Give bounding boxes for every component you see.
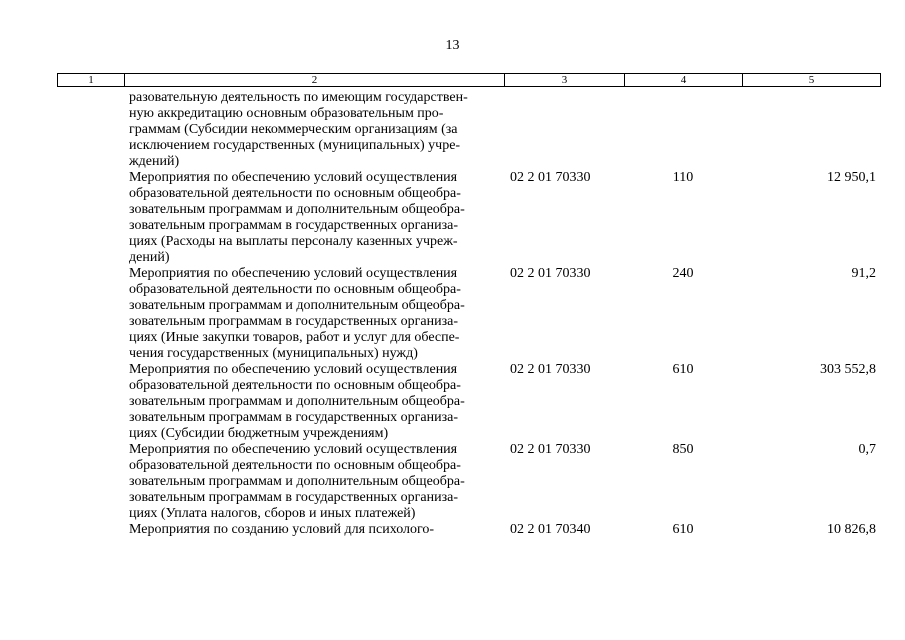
column-header-2: 2 (125, 74, 505, 87)
expense-type-code: 850 (672, 442, 694, 457)
expense-type-code: 110 (672, 170, 694, 185)
target-article-code: 02 2 01 70340 (510, 522, 591, 537)
amount-value (742, 90, 880, 170)
row-description (57, 442, 504, 522)
expense-type-code: 610 (672, 362, 694, 377)
table-row (57, 266, 880, 362)
column-header-table (57, 73, 881, 87)
amount-value: 0,7 (858, 442, 876, 457)
description-line: образовательной деятельности по основным общеобра- (129, 378, 461, 393)
amount-value: 303 552,8 (820, 362, 876, 377)
expense-type-code: 240 (672, 266, 694, 281)
description-line: ную аккредитацию основным образовательным про- (129, 106, 444, 121)
description-line: циях (Расходы на выплаты персоналу казенных учреж- (129, 234, 458, 249)
description-line: чения государственных (муниципальных) нужд) (129, 346, 418, 361)
row-description (57, 90, 504, 170)
row-description (57, 170, 504, 266)
expense-type-code (624, 90, 742, 170)
column-header-1: 1 (58, 74, 125, 87)
description-line: зовательным программам в государственных организа- (129, 410, 458, 425)
description-line: Мероприятия по обеспечению условий осуществления (129, 170, 458, 185)
column-header-5: 5 (743, 74, 881, 87)
description-line: образовательной деятельности по основным общеобра- (129, 458, 461, 473)
description-line: граммам (Субсидии некоммерческим организациям (за (129, 122, 458, 137)
target-article-code (504, 90, 624, 170)
description-line: циях (Иные закупки товаров, работ и услуг для обеспе- (129, 330, 460, 345)
column-header-row (58, 74, 881, 87)
table-row (57, 170, 880, 266)
target-article-code: 02 2 01 70330 (510, 170, 591, 185)
description-line: дений) (129, 250, 170, 265)
description-line: зовательным программам и дополнительным общеобра- (129, 298, 465, 313)
target-article-code: 02 2 01 70330 (510, 266, 591, 281)
description-line: образовательной деятельности по основным общеобра- (129, 186, 461, 201)
description-line: зовательным программам в государственных организа- (129, 314, 458, 329)
column-header-4: 4 (625, 74, 743, 87)
budget-table-body (57, 90, 880, 538)
table-row (57, 442, 880, 522)
page-number: 13 (445, 38, 460, 53)
description-line: циях (Субсидии бюджетным учреждениям) (129, 426, 389, 441)
table-row (57, 362, 880, 442)
table-row (57, 90, 880, 170)
column-header-3: 3 (505, 74, 625, 87)
table-row (57, 522, 880, 538)
description-line: циях (Уплата налогов, сборов и иных платежей) (129, 506, 416, 521)
row-description (57, 362, 504, 442)
description-line: Мероприятия по созданию условий для психолого- (129, 522, 435, 537)
description-line: зовательным программам в государственных организа- (129, 490, 458, 505)
amount-value: 91,2 (851, 266, 876, 281)
description-line: зовательным программам и дополнительным общеобра- (129, 474, 465, 489)
row-description (57, 266, 504, 362)
description-line: образовательной деятельности по основным общеобра- (129, 282, 461, 297)
description-line: ждений) (129, 154, 180, 169)
description-line: зовательным программам и дополнительным общеобра- (129, 202, 465, 217)
amount-value: 10 826,8 (827, 522, 876, 537)
description-line: исключением государственных (муниципальных) учре- (129, 138, 461, 153)
row-description (57, 522, 504, 538)
description-line: Мероприятия по обеспечению условий осуществления (129, 266, 458, 281)
description-line: Мероприятия по обеспечению условий осуществления (129, 442, 458, 457)
expense-type-code: 610 (672, 522, 694, 537)
description-line: разовательную деятельность по имеющим государствен- (129, 90, 468, 105)
description-line: зовательным программам и дополнительным общеобра- (129, 394, 465, 409)
amount-value: 12 950,1 (827, 170, 876, 185)
target-article-code: 02 2 01 70330 (510, 442, 591, 457)
description-line: Мероприятия по обеспечению условий осуществления (129, 362, 458, 377)
target-article-code: 02 2 01 70330 (510, 362, 591, 377)
description-line: зовательным программам в государственных организа- (129, 218, 458, 233)
